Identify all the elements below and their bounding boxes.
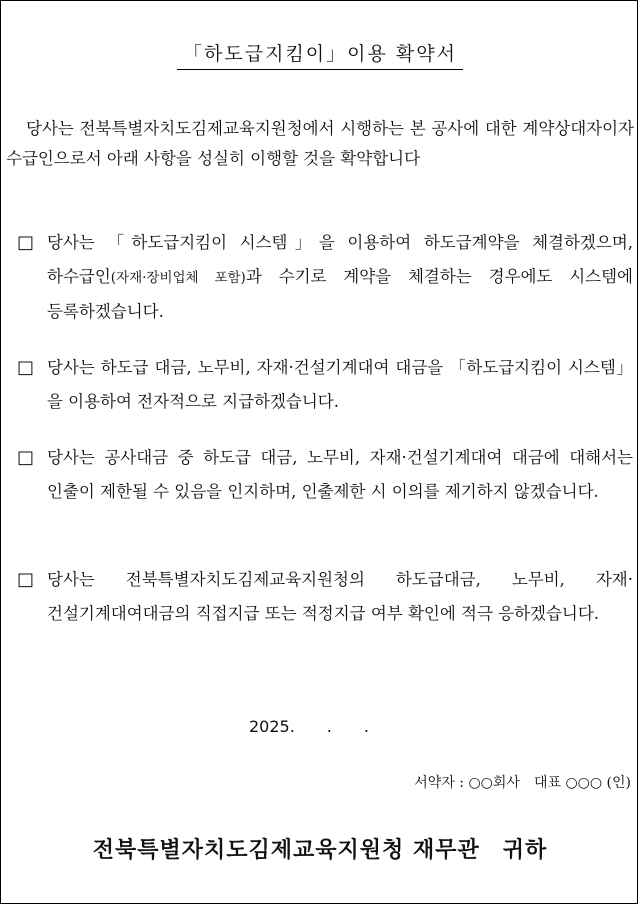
pledge-item-4 [11,563,633,631]
pledge-text-1-small: (자재·장비업체 포함) [110,270,246,286]
pledge-text-1-part2: 과 수기로 계약을 체결하는 경우에도 시스템에 등록하겠습니다. [47,267,633,321]
signature-line: 서약자 : ○○회사 대표 ○○○ (인) [414,775,631,791]
intro-paragraph: 당사는 전북특별자치도김제교육지원청에서 시행하는 본 공사에 대한 계약상대자이자 수급인으로서 아래 사항을 성실히 이행할 것을 확약합니다 [6,119,634,168]
title-wrap [1,39,638,70]
pledge-item-2 [11,351,633,419]
checkbox-icon[interactable]: □ [17,232,35,253]
document-title: 「하도급지킴이」이용 확약서 [177,39,463,70]
checkbox-icon[interactable]: □ [17,447,35,468]
pledge-text-1-part1: 당사는 「하도급지킴이 시스템」을 이용하여 하도급계약을 체결하겠으며, 하수급인 [47,233,633,286]
pledge-text-1 [47,226,633,329]
addressee-footer: 전북특별자치도김제교육지원청 재무관 귀하 [92,837,548,863]
pledge-text-2: 당사는 하도급 대금, 노무비, 자재·건설기계대여 대금을 「하도급지킴이 시스템」을 이용하여 전자적으로 지급하겠습니다. [47,358,633,411]
pledge-item-1 [11,226,633,329]
pledge-text-3: 당사는 공사대금 중 하도급 대금, 노무비, 자재·건설기계대여 대금에 대해서는 인출이 제한될 수 있음을 인지하며, 인출제한 시 이의를 제기하지 않겠습니다. [47,448,633,501]
pledge-text-4: 당사는 전북특별자치도김제교육지원청의 하도급대금, 노무비, 자재·건설기계대여대금의 직접지급 또는 적정지급 여부 확인에 적극 응하겠습니다. [47,570,633,623]
checkbox-icon[interactable]: □ [17,357,35,378]
date-line: 2025. . . [249,717,369,736]
pledge-item-3 [11,441,633,509]
checkbox-icon[interactable]: □ [17,569,35,590]
